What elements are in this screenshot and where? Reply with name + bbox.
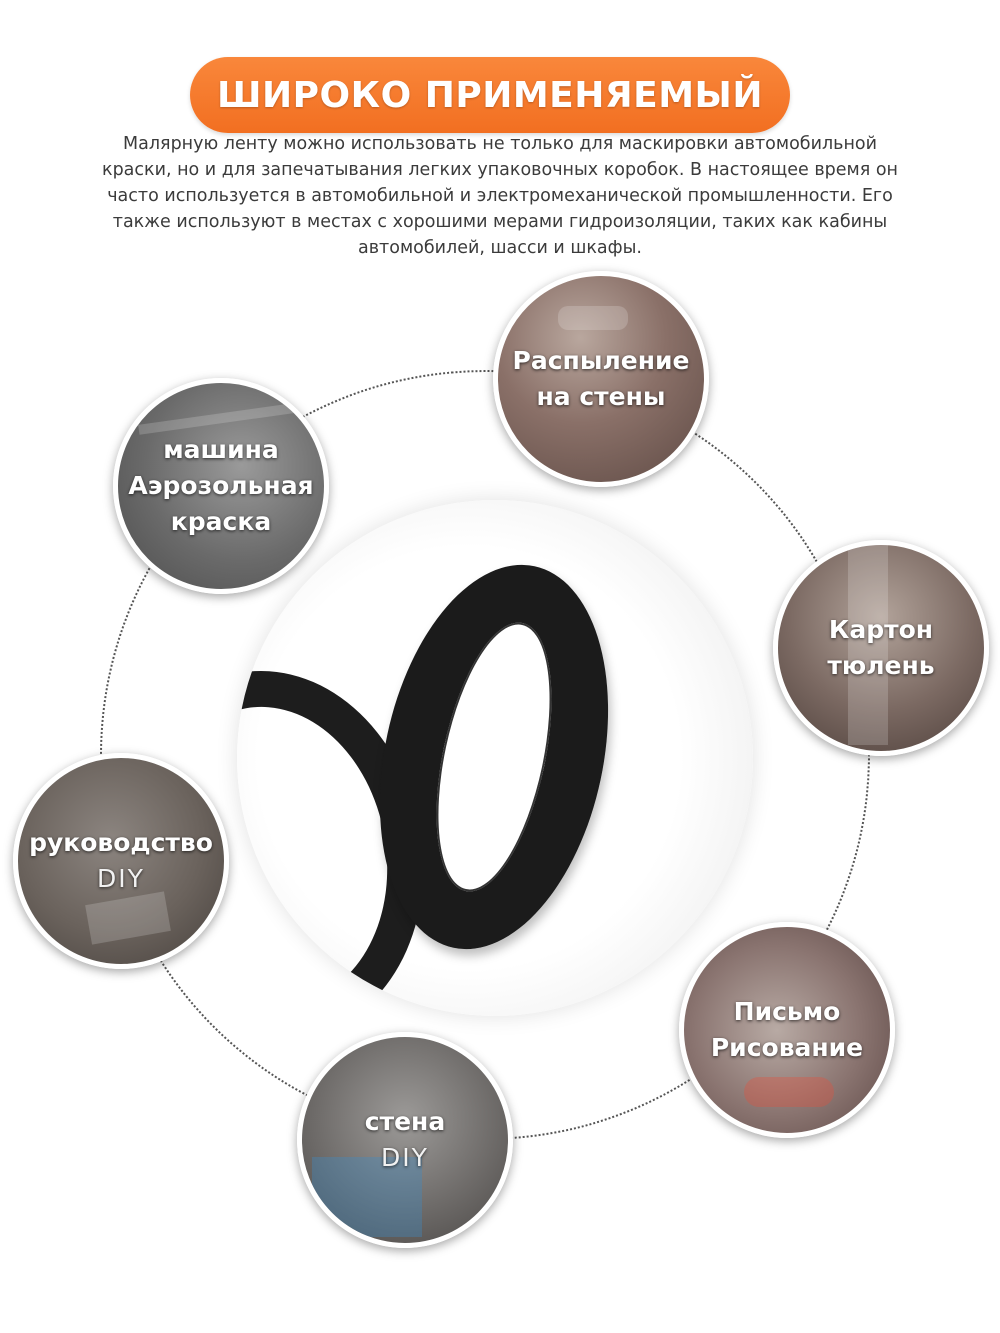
description-line: Малярную ленту можно использовать не только для маскировки автомобильной [123,134,877,154]
description-text [55,131,945,261]
title-banner [190,57,790,133]
application-label: руководство DIY [29,828,213,893]
application-wall-spray [493,271,709,487]
description-line: автомобилей, шасси и шкафы. [358,238,642,258]
application-label: машина Аэрозольная краска [128,435,314,536]
application-label: Картон тюлень [827,615,935,680]
application-car-paint [113,378,329,594]
description-line: краски, но и для запечатывания легких упаковочных коробок. В настоящее время он [102,160,898,180]
tape-product-image [237,500,753,1016]
application-wall-diy [297,1032,513,1248]
application-carton [773,540,989,756]
application-diy-guide [13,753,229,969]
application-label: Письмо Рисование [710,997,864,1062]
application-label: Распыление на стены [512,346,690,411]
page-title: ШИРОКО ПРИМЕНЯЕМЫЙ [217,75,763,116]
description-line: часто используется в автомобильной и электромеханической промышленности. Его [107,186,893,206]
application-label: стена DIY [364,1107,446,1172]
application-drawing [679,922,895,1138]
description-line: также используют в местах с хорошими мерами гидроизоляции, таких как кабины [112,212,888,232]
